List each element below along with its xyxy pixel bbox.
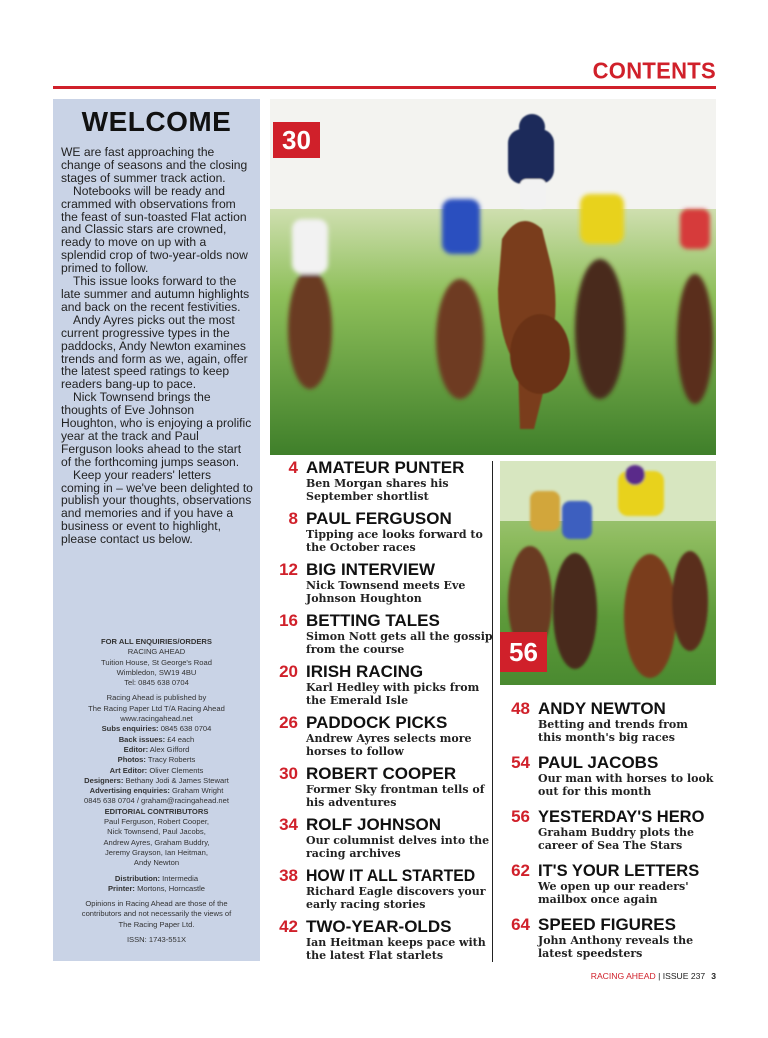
- footer-issue: | ISSUE 237: [655, 971, 706, 981]
- entry-page-number: 48: [511, 699, 530, 718]
- contributors-line: Nick Townsend, Paul Jacobs,: [107, 827, 206, 837]
- publisher-line: Racing Ahead is published by: [106, 693, 207, 703]
- disclaimer-line: The Racing Paper Ltd.: [118, 919, 195, 929]
- entry-title: SPEED FIGURES: [538, 915, 676, 934]
- printer-line: Printer: Mortons, Horncastle: [107, 883, 206, 893]
- entry-description: Graham Buddry plots the career of Sea The Stars: [538, 826, 694, 853]
- entry-page-number: 42: [279, 917, 298, 936]
- advertising-line: Advertising enquiries: Graham Wright: [89, 786, 224, 796]
- footer-brand: RACING AHEAD: [590, 971, 656, 981]
- entry-page-number: 30: [279, 764, 298, 783]
- entry-page-number: 64: [511, 915, 530, 934]
- contributors-line: Paul Ferguson, Robert Cooper,: [103, 817, 210, 827]
- issn: ISSN: 1743-551X: [126, 935, 187, 945]
- page-title: CONTENTS: [592, 57, 716, 84]
- contributors-heading: EDITORIAL CONTRIBUTORS: [104, 806, 209, 816]
- entry-title: YESTERDAY'S HERO: [538, 807, 705, 826]
- entry-title: IT'S YOUR LETTERS: [538, 861, 700, 880]
- entry-page-number: 26: [279, 713, 298, 732]
- credits-block: [57, 637, 256, 945]
- entry-page-number: 62: [511, 861, 530, 880]
- subs-line: Subs enquiries: 0845 638 0704: [101, 724, 212, 734]
- advertising-contact: 0845 638 0704 / graham@racingahead.net: [84, 796, 229, 806]
- entry-page-number: 54: [511, 753, 530, 772]
- disclaimer-line: contributors and not necessarily the views of: [81, 909, 232, 919]
- secondary-page-badge: 56: [500, 632, 547, 672]
- photos-line: Photos: Tracy Roberts: [117, 755, 196, 765]
- entry-description: Ben Morgan shares his September shortlist: [306, 477, 449, 504]
- entry-page-number: 8: [288, 509, 298, 528]
- entry-description: John Anthony reveals the latest speedsters: [538, 934, 694, 961]
- distribution-line: Distribution: Intermedia: [114, 873, 199, 883]
- entry-title: BIG INTERVIEW: [306, 560, 436, 579]
- entry-page-number: 16: [279, 611, 298, 630]
- entry-title: PADDOCK PICKS: [306, 713, 448, 732]
- contributors-line: Andrew Ayres, Graham Buddry,: [103, 837, 210, 847]
- address-line: Tuition House, St George's Road: [101, 657, 212, 667]
- entry-description: Our man with horses to look out for this month: [538, 772, 714, 799]
- address-line: Wimbledon, SW19 4BU: [116, 667, 197, 677]
- website-link[interactable]: www.racingahead.net: [120, 714, 193, 724]
- header-rule: [53, 86, 716, 89]
- back-issues-line: Back issues: £4 each: [118, 734, 195, 744]
- welcome-paragraph: Keep your readers' letters coming in – we've been delighted to publish your thoughts, observations and memories and if you have a business or event to highlight, please contact us below.: [61, 467, 253, 547]
- publisher-line: The Racing Paper Ltd T/A Racing Ahead: [88, 703, 225, 713]
- welcome-title: WELCOME: [81, 106, 232, 137]
- welcome-panel: [53, 99, 260, 961]
- entry-description: Simon Nott gets all the gossip from the course: [306, 630, 493, 657]
- entry-description: We open up our readers' mailbox once again: [538, 880, 689, 907]
- art-editor-line: Art Editor: Oliver Clements: [109, 765, 204, 775]
- contributors-line: Andy Newton: [133, 858, 180, 868]
- entry-description: Our columnist delves into the racing archives: [306, 834, 490, 861]
- entry-title: IRISH RACING: [306, 662, 424, 681]
- entry-title: PAUL JACOBS: [538, 753, 659, 772]
- disclaimer-line: Opinions in Racing Ahead are those of the: [85, 899, 228, 909]
- entry-description: Ian Heitman keeps pace with the latest Flat starlets: [306, 936, 486, 963]
- editor-line: Editor: Alex Gifford: [123, 744, 190, 754]
- entry-page-number: 12: [279, 560, 298, 579]
- page-number: 3: [711, 971, 716, 981]
- entry-page-number: 38: [279, 866, 298, 885]
- designers-line: Designers: Bethany Jodi & James Stewart: [84, 775, 229, 785]
- welcome-paragraph: This issue looks forward to the late summer and autumn highlights and back on the recent festivities.: [61, 274, 250, 314]
- welcome-paragraph: Notebooks will be ready and crammed with observations from the feast of sun-toasted Flat action and Classic stars are crowned, ready to move on up with a splendid crop of two-year-olds now primed to follow.: [61, 183, 248, 276]
- horse-race-illustration: [270, 99, 716, 455]
- enquiries-heading: FOR ALL ENQUIRIES/ORDERS: [101, 637, 212, 646]
- entry-title: BETTING TALES: [306, 611, 440, 630]
- contributors-line: Jeremy Grayson, Ian Heitman,: [105, 847, 208, 857]
- entry-page-number: 4: [288, 458, 298, 477]
- entry-description: Richard Eagle discovers your early racing stories: [306, 885, 486, 912]
- entry-description: Nick Townsend meets Eve Johnson Houghton: [306, 579, 466, 606]
- welcome-paragraph: Nick Townsend brings the thoughts of Eve Johnson Houghton, who is enjoying a prolific year at the track and Paul Ferguson looks ahead to the start of the forthcoming jumps season.: [61, 390, 252, 469]
- welcome-paragraph: WE are fast approaching the change of seasons and the closing stages of summer track action.: [61, 145, 248, 185]
- entry-description: Betting and trends from this month's big races: [538, 718, 688, 745]
- entry-title: ANDY NEWTON: [538, 699, 666, 718]
- entry-description: Tipping ace looks forward to the October races: [306, 528, 483, 555]
- entry-title: ROLF JOHNSON: [306, 815, 442, 834]
- entry-description: Andrew Ayres selects more horses to follow: [306, 732, 472, 759]
- hero-page-badge: 30: [273, 122, 320, 158]
- hero-race-photo[interactable]: [270, 99, 716, 455]
- entry-page-number: 20: [279, 662, 298, 681]
- org-name: RACING AHEAD: [127, 647, 186, 657]
- entry-page-number: 56: [511, 807, 530, 826]
- entry-title: ROBERT COOPER: [306, 764, 457, 783]
- entry-page-number: 34: [279, 815, 298, 834]
- entry-description: Former Sky frontman tells of his adventures: [306, 783, 485, 810]
- entry-title: AMATEUR PUNTER: [306, 458, 465, 477]
- welcome-paragraph: Andy Ayres picks out the most current progressive types in the paddocks, Andy Newton examines trends and form as we, again, offer the latest speed ratings to keep readers bang-up to pace.: [61, 312, 248, 392]
- telephone: Tel: 0845 638 0704: [124, 678, 189, 688]
- entry-title: TWO-YEAR-OLDS: [306, 917, 452, 936]
- entry-description: Karl Hedley with picks from the Emerald Isle: [306, 681, 480, 708]
- entry-title: PAUL FERGUSON: [306, 509, 452, 528]
- welcome-body: [61, 146, 253, 546]
- entry-title: HOW IT ALL STARTED: [306, 866, 476, 885]
- page-footer: [591, 971, 716, 981]
